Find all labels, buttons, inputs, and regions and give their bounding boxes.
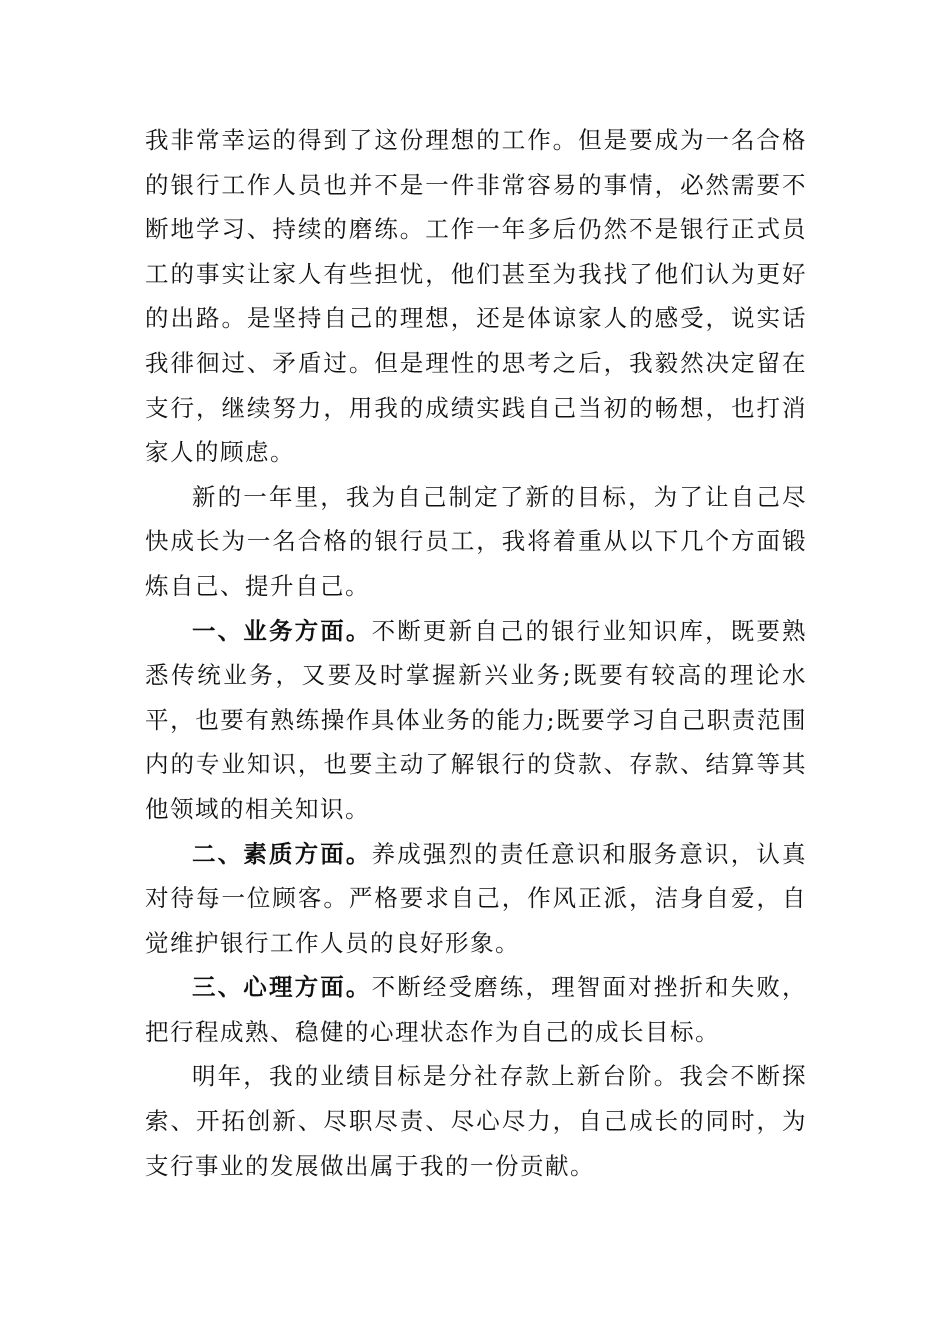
section-heading-business: 一、业务方面。 — [192, 616, 372, 645]
paragraph-text: 我非常幸运的得到了这份理想的工作。但是要成为一名合格的银行工作人员也并不是一件非常容易的事情，必然需要不断地学习、持续的磨练。工作一年多后仍然不是银行正式员工的事实让家人有些担忧，他们甚至为我找了他们认为更好的出路。是坚持自己的理想，还是体谅家人的感受，说实话我徘徊过、矛盾过。但是理性的思考之后，我毅然决定留在支行，继续努力，用我的成绩实践自己当初的畅想，也打消家人的顾虑。 — [145, 126, 807, 467]
paragraph-text: 不断经受磨练，理智面对挫折和失败，把行程成熟、稳健的心理状态作为自己的成长目标。 — [145, 973, 808, 1046]
paragraph-new-year-goals — [145, 475, 807, 609]
paragraph-text: 养成强烈的责任意识和服务意识，认真对待每一位顾客。严格要求自己，作风正派，洁身自爱，自觉维护银行工作人员的良好形象。 — [145, 839, 808, 957]
paragraph-text: 新的一年里，我为自己制定了新的目标，为了让自己尽快成长为一名合格的银行员工，我将着重从以下几个方面锻炼自己、提升自己。 — [145, 482, 807, 600]
section-heading-quality: 二、素质方面。 — [192, 839, 372, 868]
document-body — [145, 118, 807, 1188]
paragraph-quality — [145, 832, 807, 966]
paragraph-business — [145, 609, 807, 832]
paragraph-psychology — [145, 965, 807, 1054]
paragraph-next-year — [145, 1054, 807, 1188]
paragraph-text: 不断更新自己的银行业知识库，既要熟悉传统业务，又要及时掌握新兴业务;既要有较高的理论水平，也要有熟练操作具体业务的能力;既要学习自己职责范围内的专业知识，也要主动了解银行的贷款、存款、结算等其他领域的相关知识。 — [145, 616, 808, 823]
paragraph-text: 明年，我的业绩目标是分社存款上新台阶。我会不断探索、开拓创新、尽职尽责、尽心尽力，自己成长的同时，为支行事业的发展做出属于我的一份贡献。 — [145, 1062, 807, 1180]
section-heading-psychology: 三、心理方面。 — [192, 973, 372, 1002]
paragraph-continuation — [145, 118, 807, 475]
